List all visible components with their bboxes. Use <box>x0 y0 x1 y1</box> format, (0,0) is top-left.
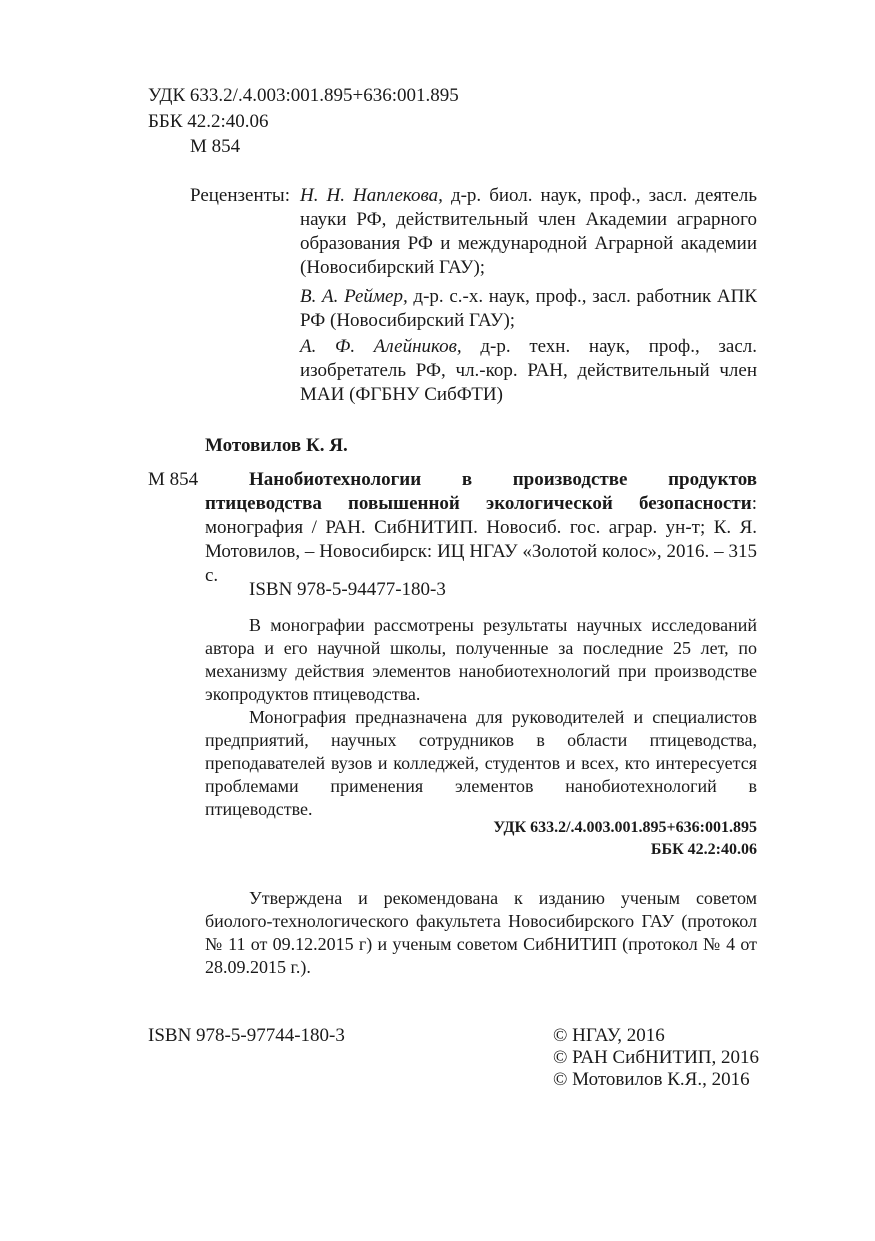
catalog-publication-info: : монография / РАН. СибНИТИП. Новосиб. гос. аграр. ун-т; К. Я. Мотовилов, – Новосибирск: ИЦ НГАУ «Золотой колос», 2016. – 315 с. <box>205 493 757 586</box>
footer-isbn: ISBN 978-5-97744-180-3 <box>148 1025 345 1046</box>
header-bbk: ББК 42.2:40.06 <box>148 111 269 132</box>
reviewers-label: Рецензенты: <box>190 185 290 206</box>
reviewer-details: д-р. техн. наук, проф., засл. изобретатель РФ, чл.-кор. РАН, действительный член МАИ (ФГБНУ СибФТИ) <box>300 336 757 405</box>
reviewer-entry <box>300 285 757 333</box>
classification-bbk: ББК 42.2:40.06 <box>650 841 757 858</box>
copyright-line: © РАН СибНИТИП, 2016 <box>553 1047 760 1068</box>
catalog-title: Нанобиотехнологии в производстве продуктов птицеводства повышенной экологической безопасности <box>205 469 757 514</box>
reviewer-name: А. Ф. Алейников, <box>300 336 462 357</box>
copyright-line: © НГАУ, 2016 <box>553 1025 665 1046</box>
catalog-code: М 854 <box>148 469 199 490</box>
copyright-line: © Мотовилов К.Я., 2016 <box>553 1069 750 1090</box>
reviewer-details: д-р. с.-х. наук, проф., засл. работник АПК РФ (Новосибирский ГАУ); <box>300 286 758 331</box>
abstract-paragraph-2: Монография предназначена для руководителей и специалистов предприятий, научных сотрудников в области птицеводства, преподавателей вузов и колледжей, студентов и всех, кто интересуется проблемами применения элементов нанобиотехнологий в птицеводстве. <box>205 707 757 819</box>
reviewer-entry <box>300 335 757 407</box>
catalog-author: Мотовилов К. Я. <box>205 435 348 456</box>
catalog-isbn: ISBN 978-5-94477-180-3 <box>249 579 446 600</box>
header-udk: УДК 633.2/.4.003:001.895+636:001.895 <box>148 85 459 106</box>
classification-udk: УДК 633.2/.4.003.001.895+636:001.895 <box>493 819 757 836</box>
header-author-code: М 854 <box>190 136 241 157</box>
approval-note: Утверждена и рекомендована к изданию ученым советом биолого-технологического факультета Новосибирского ГАУ (протокол № 11 от 09.12.2015 г) и ученым советом СибНИТИП (протокол № 4 от 28.09.2015 г.). <box>205 888 757 977</box>
reviewer-name: В. А. Реймер, <box>300 286 408 307</box>
reviewer-entry <box>300 184 757 280</box>
reviewer-name: Н. Н. Наплекова, <box>300 185 443 206</box>
catalog-description <box>205 468 757 588</box>
abstract-paragraph-1: В монографии рассмотрены результаты научных исследований автора и его научной школы, полученные за последние 25 лет, по механизму действия элементов нанобиотехнологий при производстве экопродуктов птицеводства. <box>205 615 757 704</box>
reviewer-details: д-р. биол. наук, проф., засл. деятель науки РФ, действительный член Академии аграрного образования РФ и международной Аграрной академии (Новосибирский ГАУ); <box>300 185 757 278</box>
